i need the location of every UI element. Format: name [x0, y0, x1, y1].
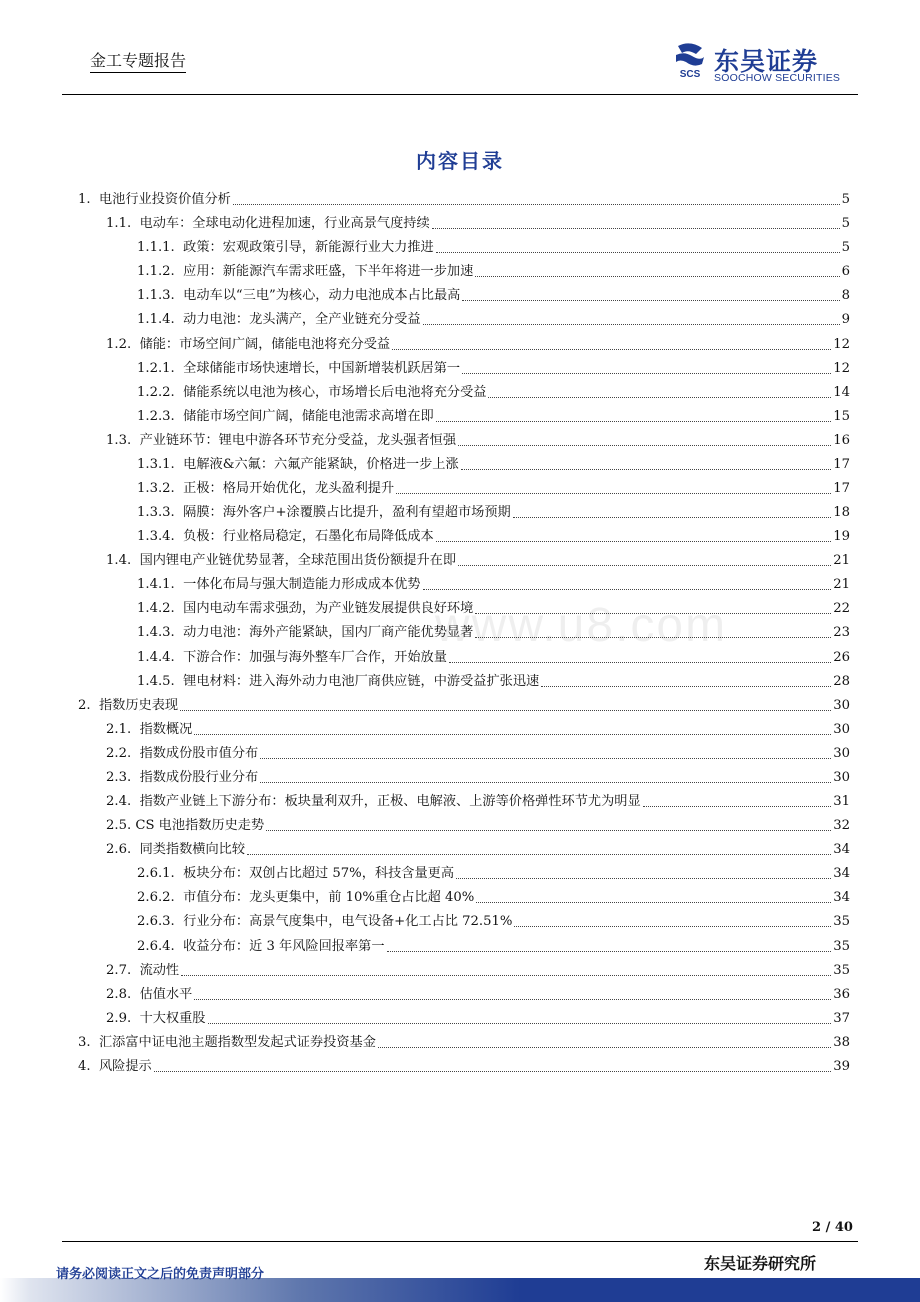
toc-entry-page: 26: [833, 649, 850, 665]
toc-entry-title: 政策：宏观政策引导，新能源行业大力推进: [183, 240, 434, 256]
toc-dot-leader: [387, 951, 832, 952]
toc-entry-number: 2.9.: [106, 1010, 140, 1026]
toc-entry-page: 34: [833, 866, 850, 882]
toc-entry-page: 30: [833, 769, 850, 785]
toc-entry-page: 23: [833, 625, 850, 641]
toc-entry-number: 2.7.: [106, 962, 140, 978]
toc-entry-page: 9: [841, 312, 850, 328]
toc-entry-number: 1.1.1.: [137, 240, 184, 256]
watermark: www.u8.com: [435, 599, 728, 652]
toc-entry-number: 1.4.1.: [137, 577, 184, 593]
toc-entry-number: 1.3.2.: [137, 481, 184, 497]
toc-entry-number: 2.6.2.: [137, 890, 184, 906]
toc-entry-title: 全球储能市场快速增长，中国新增装机跃居第一: [183, 360, 461, 376]
toc-entry[interactable]: [78, 738, 850, 762]
toc-entry[interactable]: [78, 666, 850, 690]
toc-entry-number: 1.3.4.: [137, 529, 184, 545]
toc-entry-title: 负极：行业格局稳定，石墨化布局降低成本: [183, 529, 434, 545]
toc-entry-number: 1.1.2.: [137, 264, 184, 280]
logo-english-name: SOOCHOW SECURITIES: [714, 72, 841, 84]
toc-entry[interactable]: [78, 232, 850, 256]
toc-entry-number: 1.4.3.: [137, 625, 184, 641]
toc-entry[interactable]: [78, 979, 850, 1003]
toc-entry-number: 1.4.2.: [137, 601, 184, 617]
toc-entry[interactable]: [78, 834, 850, 858]
toc-dot-leader: [260, 782, 831, 783]
toc-entry-number: 2.5.: [106, 818, 136, 834]
toc-entry-page: 17: [833, 481, 850, 497]
toc-entry-page: 30: [833, 745, 850, 761]
toc-entry-title: 市值分布：龙头更集中，前 10%重仓占比超 40%: [183, 890, 475, 906]
toc-entry-page: 14: [833, 384, 850, 400]
toc-dot-leader: [436, 541, 832, 542]
toc-entry[interactable]: [78, 714, 850, 738]
toc-dot-leader: [194, 999, 831, 1000]
toc-entry-title: 电解液&六氟：六氟产能紧缺，价格进一步上涨: [183, 456, 459, 472]
toc-dot-leader: [432, 228, 840, 229]
toc-entry-number: 2.6.1.: [137, 866, 184, 882]
toc-entry-page: 30: [833, 697, 850, 713]
toc-entry-title: CS 电池指数历史走势: [135, 818, 265, 834]
toc-entry-title: 流动性: [139, 962, 180, 978]
toc-entry-page: 35: [833, 914, 850, 930]
toc-entry-number: 1.4.5.: [137, 673, 184, 689]
toc-entry-page: 12: [833, 336, 850, 352]
toc-entry-number: 2.6.3.: [137, 914, 184, 930]
toc-entry-title: 指数概况: [139, 721, 193, 737]
toc-entry-number: 1.1.4.: [137, 312, 184, 328]
soochow-logo-icon: [672, 42, 708, 80]
toc-entry[interactable]: [78, 497, 850, 521]
toc-entry[interactable]: [78, 280, 850, 304]
toc-entry[interactable]: [78, 449, 850, 473]
toc-entry-page: 32: [833, 818, 850, 834]
toc-entry-number: 2.: [78, 697, 99, 713]
toc-dot-leader: [462, 373, 831, 374]
toc-entry-title: 指数历史表现: [98, 697, 179, 713]
toc-entry-title: 锂电材料：进入海外动力电池厂商供应链，中游受益扩张迅速: [183, 673, 540, 689]
toc-entry-number: 2.8.: [106, 986, 140, 1002]
toc-dot-leader: [154, 1071, 832, 1072]
toc-entry[interactable]: [78, 810, 850, 834]
toc-entry-page: 21: [833, 577, 850, 593]
toc-entry-page: 16: [833, 432, 850, 448]
toc-dot-leader: [266, 830, 831, 831]
toc-entry-number: 1.2.: [106, 336, 140, 352]
toc-entry-title: 收益分布：近 3 年风险回报率第一: [183, 938, 385, 954]
toc-dot-leader: [423, 589, 832, 590]
toc-entry-page: 34: [833, 890, 850, 906]
toc-entry-number: 2.6.: [106, 842, 140, 858]
toc-entry-number: 1.2.3.: [137, 408, 184, 424]
toc-entry[interactable]: [78, 930, 850, 954]
toc-entry[interactable]: [78, 184, 850, 208]
toc-entry-number: 2.3.: [106, 769, 140, 785]
toc-entry-title: 产业链环节：锂电中游各环节充分受益，龙头强者恒强: [139, 432, 457, 448]
toc-entry-title: 指数成份股市值分布: [139, 745, 259, 761]
toc-entry[interactable]: [78, 328, 850, 352]
toc-entry-page: 22: [833, 601, 850, 617]
toc-entry[interactable]: [78, 377, 850, 401]
toc-title: 内容目录: [416, 149, 504, 173]
toc-entry[interactable]: [78, 521, 850, 545]
toc-entry-title: 板块分布：双创占比超过 57%，科技含量更高: [183, 866, 455, 882]
toc-entry[interactable]: [78, 955, 850, 979]
toc-entry-title: 储能：市场空间广阔，储能电池将充分受益: [139, 336, 391, 352]
toc-entry-page: 18: [833, 505, 850, 521]
toc-entry-title: 国内电动车需求强劲，为产业链发展提供良好环境: [183, 601, 474, 617]
toc-entry-title: 电动车：全球电动化进程加速，行业高景气度持续: [139, 216, 430, 232]
toc-dot-leader: [378, 1047, 831, 1048]
toc-entry-title: 同类指数横向比较: [139, 842, 246, 858]
toc-entry-number: 4.: [78, 1058, 99, 1074]
toc-entry-title: 下游合作：加强与海外整车厂合作，开始放量: [183, 649, 447, 665]
toc-dot-leader: [456, 878, 831, 879]
toc-dot-leader: [488, 397, 831, 398]
toc-entry-page: 17: [833, 456, 850, 472]
toc-entry-number: 1.4.: [106, 553, 140, 569]
toc-dot-leader: [461, 469, 832, 470]
toc-entry[interactable]: [78, 1051, 850, 1075]
toc-entry-number: 1.2.2.: [137, 384, 184, 400]
toc-entry-number: 1.: [78, 192, 99, 208]
toc-entry-number: 1.2.1.: [137, 360, 184, 376]
toc-entry[interactable]: [78, 569, 850, 593]
toc-entry-title: 隔膜：海外客户+涂覆膜占比提升，盈利有望超市场预期: [183, 505, 511, 521]
toc-entry-title: 十大权重股: [139, 1010, 206, 1026]
toc-entry-page: 21: [833, 553, 850, 569]
toc-entry-page: 5: [841, 216, 850, 232]
toc-entry-page: 15: [833, 408, 850, 424]
toc-entry-page: 31: [833, 794, 850, 810]
toc-entry-title: 电动车以“三电”为核心，动力电池成本占比最高: [183, 288, 461, 304]
toc-entry-number: 2.6.4.: [137, 938, 184, 954]
toc-entry-title: 电池行业投资价值分析: [98, 192, 231, 208]
toc-entry-title: 应用：新能源汽车需求旺盛，下半年将进一步加速: [183, 264, 474, 280]
toc-entry-title: 估值水平: [139, 986, 193, 1002]
toc-entry-title: 国内锂电产业链优势显著，全球范围出货份额提升在即: [139, 553, 457, 569]
toc-entry-page: 8: [841, 288, 850, 304]
toc-dot-leader: [208, 1023, 832, 1024]
toc-entry[interactable]: [78, 858, 850, 882]
toc-dot-leader: [396, 493, 831, 494]
toc-entry[interactable]: [78, 690, 850, 714]
toc-dot-leader: [475, 276, 839, 277]
toc-entry[interactable]: [78, 304, 850, 328]
toc-entry-title: 风险提示: [98, 1058, 152, 1074]
toc-entry-page: 12: [833, 360, 850, 376]
toc-entry-number: 1.1.3.: [137, 288, 184, 304]
toc-entry[interactable]: [78, 353, 850, 377]
toc-entry-page: 30: [833, 721, 850, 737]
toc-entry-page: 36: [833, 986, 850, 1002]
toc-dot-leader: [462, 300, 839, 301]
toc-dot-leader: [181, 975, 831, 976]
toc-entry-page: 38: [833, 1034, 850, 1050]
toc-entry[interactable]: [78, 208, 850, 232]
toc-entry-page: 39: [833, 1058, 850, 1074]
toc-dot-leader: [476, 902, 831, 903]
toc-entry-title: 动力电池：龙头满产，全产业链充分受益: [183, 312, 421, 328]
toc-entry-page: 34: [833, 842, 850, 858]
toc-entry-page: 35: [833, 962, 850, 978]
toc-entry-page: 5: [841, 192, 850, 208]
footer-disclaimer: 请务必阅读正文之后的免责声明部分: [56, 1267, 265, 1282]
page-number: 2 / 40: [812, 1220, 853, 1235]
toc-entry[interactable]: [78, 762, 850, 786]
toc-entry-number: 1.3.: [106, 432, 140, 448]
toc-entry-title: 汇添富中证电池主题指数型发起式证券投资基金: [98, 1034, 376, 1050]
toc-entry[interactable]: [78, 786, 850, 810]
logo-mark-text: SCS: [679, 69, 701, 80]
toc-entry[interactable]: [78, 401, 850, 425]
toc-dot-leader: [260, 758, 831, 759]
toc-dot-leader: [643, 806, 832, 807]
toc-entry-title: 指数产业链上下游分布：板块量利双升，正极、电解液、上游等价格弹性环节尤为明显: [139, 794, 641, 810]
toc-entry-title: 行业分布：高景气度集中，电气设备+化工占比 72.51%: [183, 914, 513, 930]
toc-dot-leader: [247, 854, 831, 855]
toc-dot-leader: [436, 252, 840, 253]
toc-dot-leader: [449, 662, 831, 663]
toc-entry[interactable]: [78, 1027, 850, 1051]
toc-entry[interactable]: [78, 256, 850, 280]
company-logo: [672, 42, 862, 84]
toc-entry-number: 1.3.1.: [137, 456, 184, 472]
toc-entry-number: 1.3.3.: [137, 505, 184, 521]
toc-entry-title: 储能市场空间广阔，储能电池需求高增在即: [183, 408, 434, 424]
toc-entry-title: 正极：格局开始优化，龙头盈利提升: [183, 481, 395, 497]
toc-entry[interactable]: [78, 882, 850, 906]
toc-entry-page: 19: [833, 529, 850, 545]
toc-dot-leader: [514, 926, 831, 927]
toc-entry-number: 2.4.: [106, 794, 140, 810]
toc-entry-number: 1.1.: [106, 216, 140, 232]
toc-dot-leader: [458, 445, 831, 446]
toc-dot-leader: [541, 686, 831, 687]
logo-chinese-name: 东吴证券: [714, 47, 819, 76]
toc-entry[interactable]: [78, 545, 850, 569]
toc-entry-title: 指数成份股行业分布: [139, 769, 259, 785]
report-type-label: 金工专题报告: [90, 48, 186, 73]
toc-entry[interactable]: [78, 1003, 850, 1027]
header-divider: [62, 94, 858, 95]
toc-dot-leader: [458, 565, 831, 566]
toc-dot-leader: [436, 421, 832, 422]
toc-entry-number: 1.4.4.: [137, 649, 184, 665]
toc-dot-leader: [180, 710, 831, 711]
toc-entry-page: 37: [833, 1010, 850, 1026]
toc-entry-number: 2.2.: [106, 745, 140, 761]
toc-entry-title: 储能系统以电池为核心，市场增长后电池将充分受益: [183, 384, 487, 400]
toc-entry-title: 动力电池：海外产能紧缺，国内厂商产能优势显著: [183, 625, 474, 641]
toc-entry-page: 28: [833, 673, 850, 689]
toc-entry[interactable]: [78, 425, 850, 449]
toc-entry-number: 3.: [78, 1034, 99, 1050]
toc-dot-leader: [423, 324, 840, 325]
toc-entry-page: 6: [841, 264, 850, 280]
toc-dot-leader: [233, 204, 840, 205]
toc-entry-page: 35: [833, 938, 850, 954]
footer-divider: [62, 1241, 858, 1242]
toc-entry-number: 2.1.: [106, 721, 140, 737]
toc-dot-leader: [513, 517, 832, 518]
footer-organization: 东吴证券研究所: [704, 1254, 817, 1273]
toc-entry[interactable]: [78, 473, 850, 497]
toc-entry-title: 一体化布局与强大制造能力形成成本优势: [183, 577, 421, 593]
toc-entry[interactable]: [78, 906, 850, 930]
toc-entry-page: 5: [841, 240, 850, 256]
toc-dot-leader: [392, 349, 831, 350]
toc-dot-leader: [194, 734, 831, 735]
